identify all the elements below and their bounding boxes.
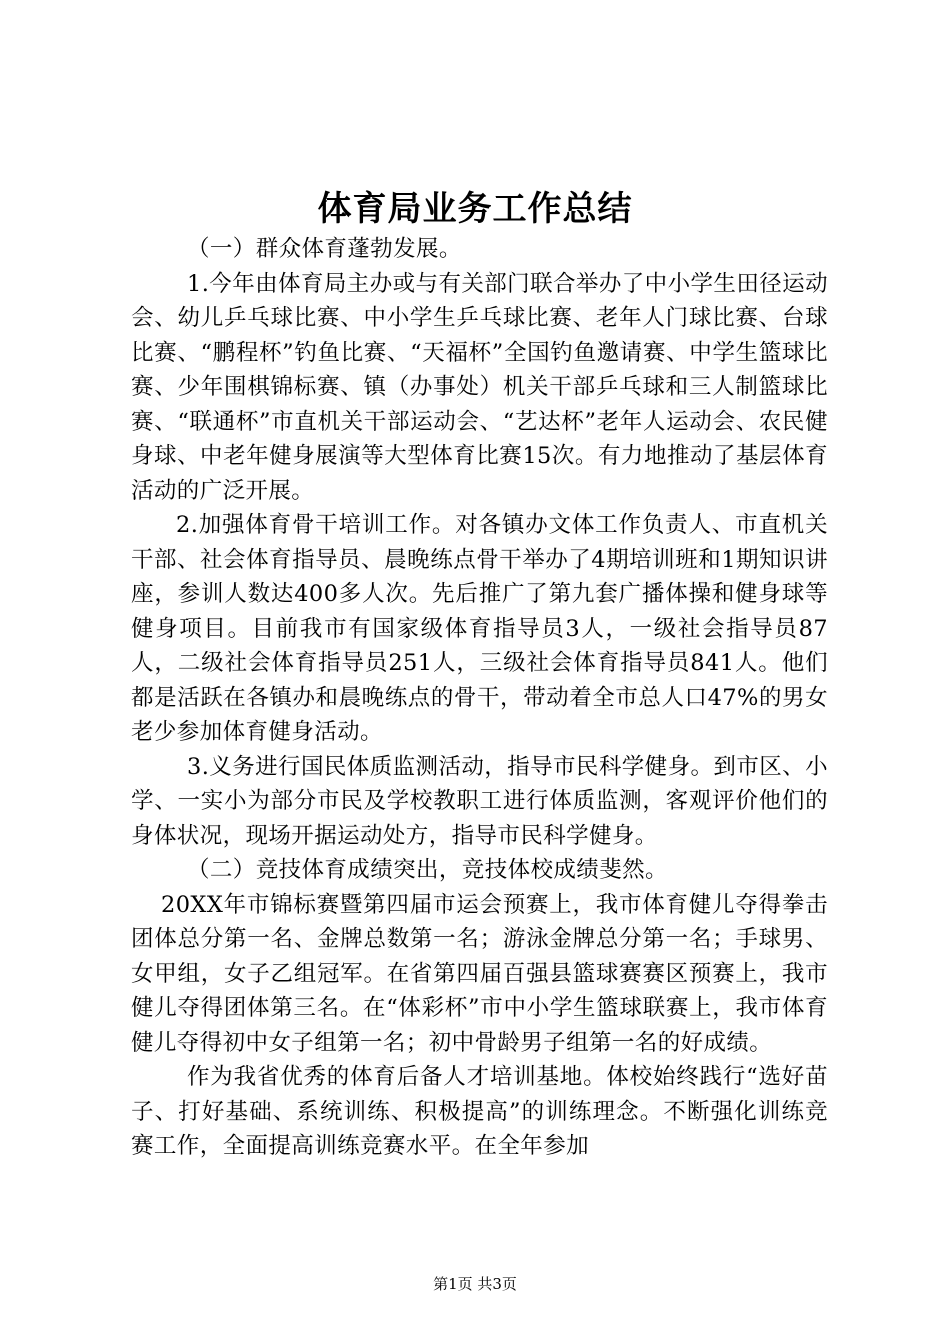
section-heading-competitive-sports: （二）竞技体育成绩突出，竞技体校成绩斐然。	[187, 857, 668, 883]
paragraph-item-1: 1.今年由体育局主办或与有关部门联合举办了中小学生田径运动会、幼儿乒乓球比赛、中小学生乒乓球比赛、老年人门球比赛、台球比赛、“鹏程杯”钓鱼比赛、“天福杯”全国钓鱼邀请赛、中学生篮球比赛、少年围棋锦标赛、镇（办事处）机关干部乒乓球和三人制篮球比赛、“联通杯”市直机关干部运动会、“艺达杯”老年人运动会、农民健身球、中老年健身展演等大型体育比赛15次。有力地推动了基层体育活动的广泛开展。	[131, 270, 828, 504]
paragraph-item-2: 2.加强体育骨干培训工作。对各镇办文体工作负责人、市直机关干部、社会体育指导员、晨晚练点骨干举办了4期培训班和1期知识讲座，参训人数达400多人次。先后推广了第九套广播体操和健身球等健身项目。目前我市有国家级体育指导员3人，一级社会指导员87人，二级社会体育指导员251人，三级社会体育指导员841人。他们都是活跃在各镇办和晨晚练点的骨干，带动着全市总人口47%的男女老少参加体育健身活动。	[131, 512, 828, 745]
paragraph-sports-school: 作为我省优秀的体育后备人才培训基地。体校始终践行“选好苗子、打好基础、系统训练、积极提高”的训练理念。不断强化训练竞赛工作，全面提高训练竞赛水平。在全年参加	[131, 1064, 828, 1159]
document-body	[131, 232, 828, 1164]
paragraph-results: 20XX年市锦标赛暨第四届市运会预赛上，我市体育健儿夺得拳击团体总分第一名、金牌总数第一名；游泳金牌总分第一名；手球男、女甲组，女子乙组冠军。在省第四届百强县篮球赛赛区预赛上，我市健儿夺得团体第三名。在“体彩杯”市中小学生篮球联赛上，我市体育健儿夺得初中女子组第一名；初中骨龄男子组第一名的好成绩。	[131, 891, 828, 1056]
document-title: 体育局业务工作总结	[317, 189, 633, 229]
section-heading-mass-sports: （一）群众体育蓬勃发展。	[187, 236, 462, 262]
page-number-footer: 第1页 共3页	[433, 1275, 517, 1293]
paragraph-item-3: 3.义务进行国民体质监测活动，指导市民科学健身。到市区、小学、一实小为部分市民及学校教职工进行体质监测，客观评价他们的身体状况，现场开据运动处方，指导市民科学健身。	[131, 753, 828, 849]
